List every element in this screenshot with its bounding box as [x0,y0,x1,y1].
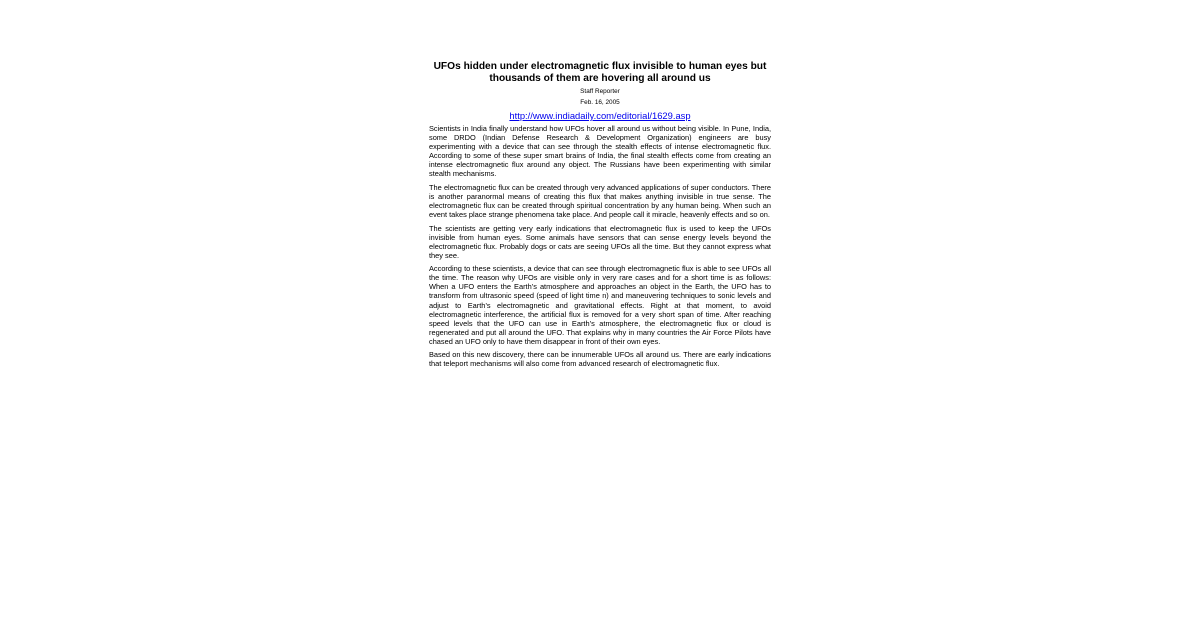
article-paragraph-2: The electromagnetic flux can be created through very advanced applications of super conductors. There is another paranormal means of creating this flux that makes anything invisible in true sense. The electromagnetic flux can be created through spiritual concentration by any human being. When such an event takes place strange phenomena take place. And people call it miracle, heavenly effects and so on. [429,182,771,220]
article-paragraph-1: Scientists in India finally understand how UFOs hover all around us without being visible. In Pune, India, some DRDO (Indian Defense Research & Development Organization) engineers are busy experimenting with a device that can see through the stealth effects of intense electromagnetic flux. According to some of these super smart brains of India, the final stealth effects come from creating an intense electromagnetic flux around any object. The Russians have been experimenting with similar stealth mechanisms. [429,124,771,179]
article-paragraph-3: The scientists are getting very early indications that electromagnetic flux is used to keep the UFOs invisible from human eyes. Some animals have sensors that can sense energy levels beyond the electromagnetic flux. Probably dogs or cats are seeing UFOs all the time. But they cannot express what they see. [429,223,771,260]
article-title: UFOs hidden under electromagnetic flux invisible to human eyes but thousands of them are hovering all around us [433,61,767,84]
article-paragraph-5: Based on this new discovery, there can be innumerable UFOs all around us. There are early indications that teleport mechanisms will also come from advanced research of electromagnetic flux. [429,350,771,369]
source-link-container [429,110,771,121]
article-date: Feb. 16, 2005 [580,99,620,106]
source-link[interactable]: http://www.indiadaily.com/editorial/1629.asp [509,110,691,121]
article-byline: Staff Reporter [580,88,620,95]
article-page [429,61,771,373]
article-paragraph-4: According to these scientists, a device that can see through electromagnetic flux is able to see UFOs all the time. The reason why UFOs are visible only in very rare cases and for a short time is as follows: When a UFO enters the Earth’s atmosphere and approaches an object in the Earth, the UFO has to transform from ultrasonic speed (speed of light time n) and maneuvering techniques to sonic levels and adjust to Earth’s electromagnetic and gravitational effects. Right at that moment, to avoid electromagnetic interference, the artificial flux is removed for a very short span of time. After reaching speed levels that the UFO can use in Earth’s atmosphere, the electromagnetic flux or cloud is regenerated and put all around the UFO. That explains why in many countries the Air Force Pilots have chased an UFO only to have them disappear in front of their own eyes. [429,264,771,346]
article-body [429,124,771,369]
